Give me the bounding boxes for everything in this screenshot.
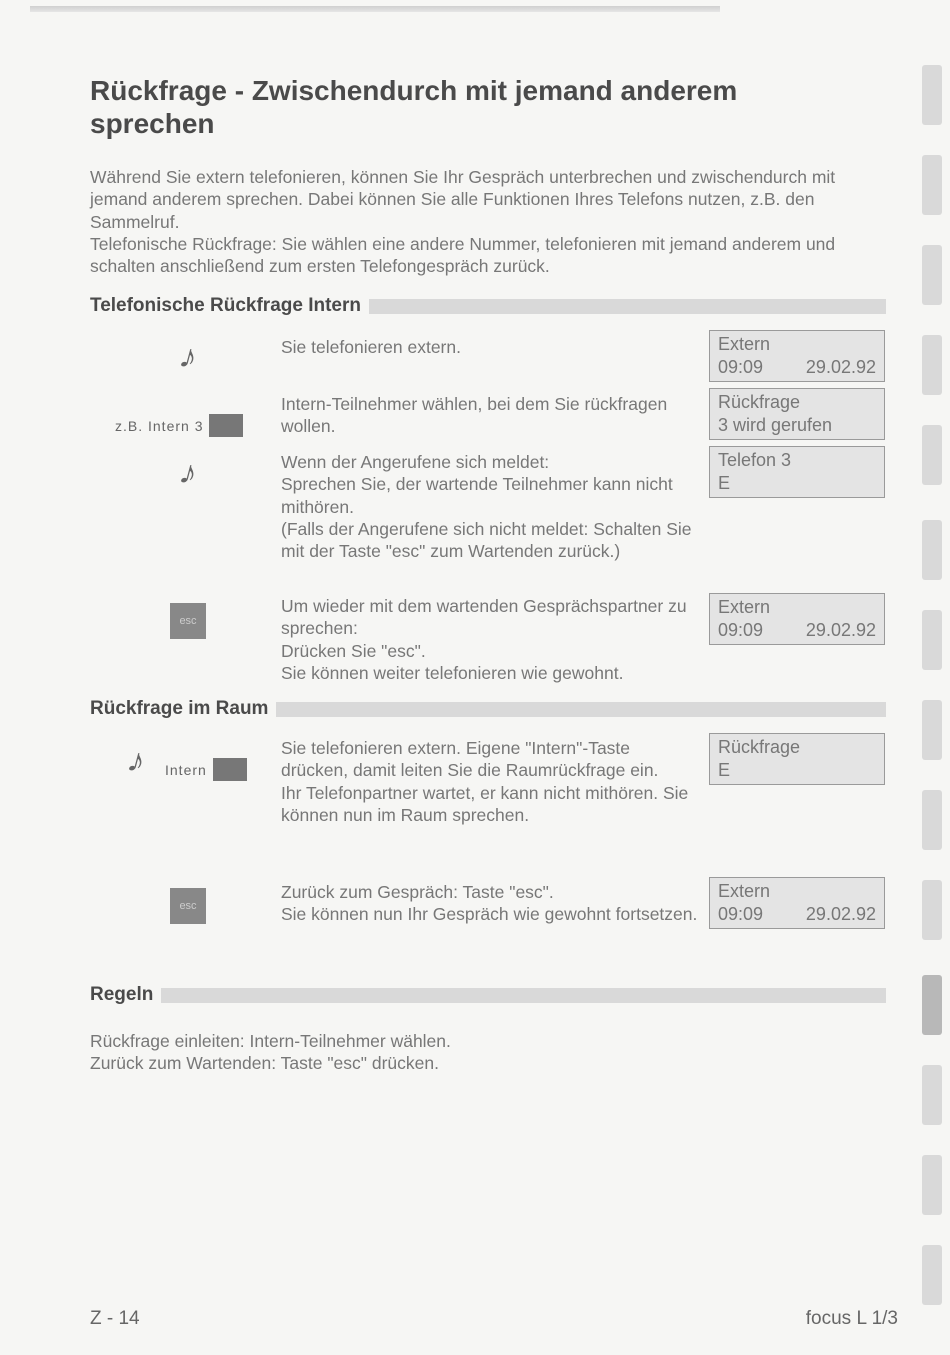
step-line: Ihr Telefonpartner wartet, er kann nicht mithören. Sie können nun im Raum sprechen. xyxy=(281,782,689,825)
step-line: Sie können weiter telefonieren wie gewohnt. xyxy=(281,662,624,683)
top-rule xyxy=(30,6,720,12)
register-tab xyxy=(922,1065,942,1125)
step-line: (Falls der Angerufene sich nicht meldet: Schalten Sie mit der Taste "esc" zum Wartenden zurück.) xyxy=(281,518,692,562)
esc-key-icon: esc xyxy=(170,888,206,924)
lcd-display xyxy=(709,330,885,382)
regeln-text xyxy=(90,1030,451,1075)
section-heading-regeln xyxy=(90,985,886,1005)
lcd-line: Telefon 3 xyxy=(718,450,792,470)
lcd-time: 09:09 xyxy=(718,357,764,377)
register-tab xyxy=(922,610,942,670)
section-bar xyxy=(369,299,886,314)
step-text xyxy=(281,336,701,358)
lcd-date: 29.02.92 xyxy=(805,357,876,377)
key-label: Intern xyxy=(165,761,207,778)
lcd-display xyxy=(709,593,885,645)
handset-icon: ♪ xyxy=(123,740,150,782)
handset-icon: ♪ xyxy=(175,452,202,494)
lcd-display xyxy=(709,733,885,785)
lcd-line: E xyxy=(718,473,731,493)
product-name: focus L 1/3 xyxy=(805,1308,898,1329)
register-tab xyxy=(922,425,942,485)
step-line: Wenn der Angerufene sich meldet: xyxy=(281,452,550,472)
lcd-line: E xyxy=(718,760,731,780)
register-tab xyxy=(922,1155,942,1215)
key-icon xyxy=(209,414,243,437)
section-bar xyxy=(276,702,886,717)
key-icon xyxy=(213,758,247,781)
section-heading-label: Regeln xyxy=(90,984,154,1005)
section-heading-label: Telefonische Rückfrage Intern xyxy=(90,295,361,316)
step-text xyxy=(281,393,701,438)
register-tab xyxy=(922,700,942,760)
register-tab xyxy=(922,245,942,305)
key-label: z.B. Intern 3 xyxy=(115,417,204,434)
lcd-line: Extern xyxy=(718,334,771,354)
step-line: Intern-Teilnehmer wählen, bei dem Sie rückfragen wollen. xyxy=(281,394,668,437)
intro-text xyxy=(90,166,890,277)
lcd-display xyxy=(709,446,885,498)
register-tab xyxy=(922,880,942,940)
section-heading-intern xyxy=(90,296,886,316)
step-line: Drücken Sie "esc". xyxy=(281,640,426,661)
register-tab xyxy=(922,790,942,850)
page-number: Z - 14 xyxy=(90,1308,140,1329)
intern-3-key xyxy=(115,414,243,437)
step-line: Sie telefonieren extern. xyxy=(281,337,461,357)
register-tab xyxy=(922,155,942,215)
lcd-line: Extern xyxy=(718,881,771,901)
lcd-line: Rückfrage xyxy=(718,392,801,412)
lcd-time: 09:09 xyxy=(718,620,764,640)
register-tab xyxy=(922,1245,942,1305)
esc-key-icon: esc xyxy=(170,603,206,639)
section-heading-raum xyxy=(90,699,886,719)
lcd-line: Rückfrage xyxy=(718,737,801,757)
register-tab xyxy=(922,520,942,580)
page-title: Rückfrage - Zwischendurch mit jemand anderem sprechen xyxy=(90,75,738,139)
step-line: Zurück zum Gespräch: Taste "esc". xyxy=(281,882,554,902)
step-line: Um wieder mit dem wartenden Gesprächspartner zu sprechen: xyxy=(281,596,687,639)
handset-icon: ♪ xyxy=(175,336,202,378)
step-line: Sprechen Sie, der wartende Teilnehmer kann nicht mithören. xyxy=(281,474,673,517)
step-line: Sie telefonieren extern. Eigene "Intern"-Taste drücken, damit leiten Sie die Raumrückfrage ein. xyxy=(281,738,659,781)
lcd-line: 3 wird gerufen xyxy=(718,415,833,435)
lcd-date: 29.02.92 xyxy=(805,620,876,640)
intern-key xyxy=(165,758,247,781)
register-tab xyxy=(922,65,942,125)
lcd-time: 09:09 xyxy=(718,904,764,924)
step-line: Sie können nun Ihr Gespräch wie gewohnt fortsetzen. xyxy=(281,904,698,925)
lcd-date: 29.02.92 xyxy=(805,904,876,924)
register-tab xyxy=(922,335,942,395)
step-text xyxy=(281,881,701,926)
lcd-line: Extern xyxy=(718,597,771,617)
intro-paragraph: Telefonische Rückfrage: Sie wählen eine andere Nummer, telefonieren mit jemand anderem und schalten anschließend zum ersten Telefongespräch zurück. xyxy=(90,233,836,277)
intro-paragraph: Während Sie extern telefonieren, können Sie Ihr Gespräch unterbrechen und zwischendurch mit jemand anderem sprechen. Dabei können Sie alle Funktionen Ihres Telefons nutzen, z.B. den Sammelruf. xyxy=(90,167,836,232)
lcd-display xyxy=(709,877,885,929)
step-text xyxy=(281,451,701,562)
rule-line: Rückfrage einleiten: Intern-Teilnehmer wählen. xyxy=(90,1031,451,1051)
section-heading-label: Rückfrage im Raum xyxy=(90,698,269,719)
step-text xyxy=(281,595,701,684)
step-text xyxy=(281,737,701,826)
register-tab-active xyxy=(922,975,942,1035)
lcd-display xyxy=(709,388,885,440)
section-bar xyxy=(161,988,886,1003)
rule-line: Zurück zum Wartenden: Taste "esc" drücken. xyxy=(90,1053,439,1074)
